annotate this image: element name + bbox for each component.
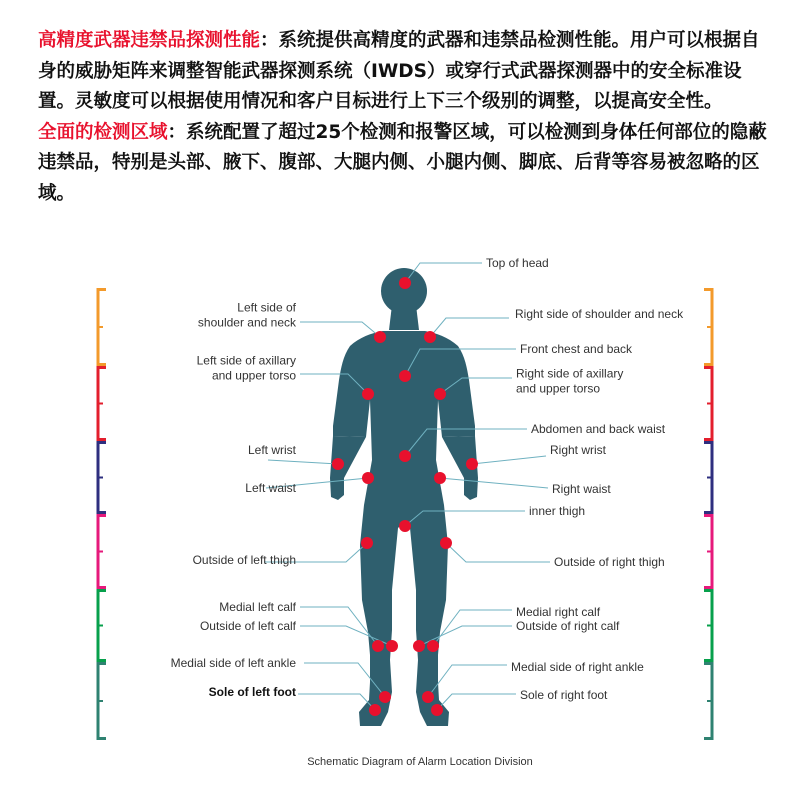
right-label-11-line1: Outside of right calf	[516, 619, 620, 633]
right-label-8-line1: inner thigh	[529, 504, 586, 518]
right-zone-bar-3	[704, 441, 712, 514]
left-label-5-line1: Outside of left thigh	[192, 553, 296, 567]
coverage-body: ：系统配置了超过25个检测和报警区域，可以检测到身体任何部位的隐蔽违禁品，特别是头部、腋下、腹部、大腿内侧、小腿内侧、脚底、后背等容易被忽略的区域。	[38, 121, 767, 204]
right-zone-bar-6	[704, 662, 712, 740]
right-zone-bar-4	[704, 514, 712, 589]
right-label-11-alarm-dot	[413, 640, 425, 652]
coverage-heading: 全面的检测区域	[38, 121, 168, 143]
left-label-4-alarm-dot	[362, 472, 374, 484]
right-label-8-alarm-dot	[399, 520, 411, 532]
left-label-6-alarm-dot	[372, 640, 384, 652]
right-label-3-alarm-dot	[399, 370, 411, 382]
left-label-6-line1: Medial left calf	[219, 600, 296, 614]
right-label-6-alarm-dot	[466, 458, 478, 470]
left-zone-bar-1	[98, 288, 106, 366]
right-label-7-line1: Right waist	[552, 482, 611, 496]
right-label-4-line2: and upper torso	[516, 381, 601, 396]
right-label-4-alarm-dot	[434, 388, 446, 400]
right-label-1-alarm-dot	[399, 277, 411, 289]
left-label-1-leader	[300, 322, 380, 337]
left-label-1-line2: shoulder and neck	[197, 315, 296, 330]
right-label-6-leader	[472, 456, 546, 464]
right-label-10-alarm-dot	[427, 640, 439, 652]
left-label-5-alarm-dot	[361, 537, 373, 549]
right-label-1-line1: Top of head	[486, 256, 549, 270]
left-label-9-alarm-dot	[369, 704, 381, 716]
right-label-3-line1: Front chest and back	[520, 342, 633, 356]
left-label-2-line1: Left side of axillary	[196, 353, 296, 368]
right-label-12-leader	[428, 665, 507, 697]
right-label-13-line1: Sole of right foot	[520, 688, 608, 702]
right-label-6-line1: Right wrist	[550, 443, 607, 457]
left-label-8-line1: Medial side of left ankle	[170, 656, 296, 670]
accuracy-body: ：系统提供高精度的武器和违禁品检测性能。用户可以根据自身的威胁矩阵来调整智能武器探测系统（IWDS）或穿行式武器探测器中的安全标准设置。灵敏度可以根据使用情况和客户目标进行上下三个级别的调整，以提高安全性。	[38, 30, 760, 112]
left-label-3-alarm-dot	[332, 458, 344, 470]
left-label-4-line1: Left waist	[245, 481, 296, 495]
left-zone-bar-3	[98, 441, 106, 514]
right-zone-bar-2	[704, 366, 712, 441]
right-label-2-line1: Right side of shoulder and neck	[515, 307, 684, 321]
right-label-5-alarm-dot	[399, 450, 411, 462]
right-label-9-line1: Outside of right thigh	[554, 555, 665, 569]
left-label-2-alarm-dot	[362, 388, 374, 400]
right-label-9-leader	[446, 543, 550, 562]
right-label-4-line1: Right side of axillary	[516, 366, 624, 381]
right-label-5-line1: Abdomen and back waist	[531, 422, 666, 436]
right-label-9-alarm-dot	[440, 537, 452, 549]
accuracy-heading: 高精度武器违禁品探测性能	[38, 30, 261, 51]
left-label-2-line2: and upper torso	[211, 368, 296, 383]
right-label-10-line1: Medial right calf	[516, 605, 601, 619]
human-body-silhouette	[330, 268, 478, 726]
right-label-12-line1: Medial side of right ankle	[511, 660, 644, 674]
right-label-10-leader	[433, 610, 512, 646]
right-zone-bar-1	[704, 288, 712, 366]
left-zone-bar-2	[98, 366, 106, 441]
left-zone-bar-4	[98, 514, 106, 589]
right-label-2-alarm-dot	[424, 331, 436, 343]
right-label-13-leader	[437, 694, 516, 710]
neck	[389, 305, 419, 330]
left-label-9-line1: Sole of left foot	[208, 685, 296, 699]
left-label-3-line1: Left wrist	[247, 443, 296, 457]
left-label-1-line1: Left side of	[237, 300, 296, 315]
right-label-12-alarm-dot	[422, 691, 434, 703]
right-zone-bar-5	[704, 589, 712, 662]
right-label-7-leader	[440, 478, 548, 488]
left-zone-bar-5	[98, 589, 106, 662]
diagram-caption: Schematic Diagram of Alarm Location Division	[307, 756, 533, 768]
left-label-7-alarm-dot	[386, 640, 398, 652]
left-label-3-leader	[268, 460, 338, 464]
left-label-1-alarm-dot	[374, 331, 386, 343]
left-label-8-alarm-dot	[379, 691, 391, 703]
right-label-2-leader	[430, 318, 509, 337]
left-label-7-line1: Outside of left calf	[199, 619, 296, 633]
left-zone-bar-6	[98, 662, 106, 740]
right-label-13-alarm-dot	[431, 704, 443, 716]
right-label-7-alarm-dot	[434, 472, 446, 484]
